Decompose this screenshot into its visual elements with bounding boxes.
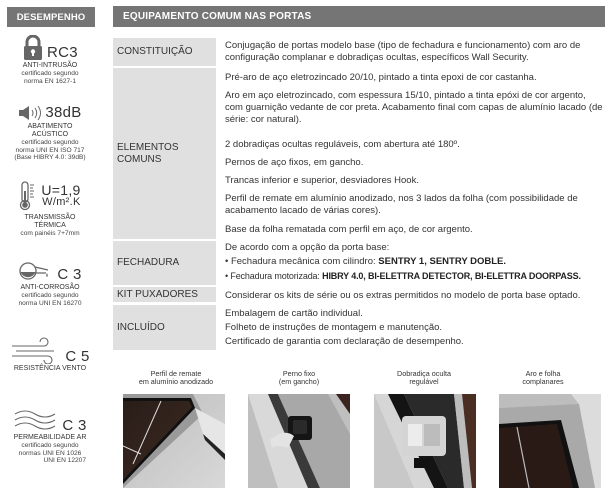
aluminium-profile-photo — [123, 394, 225, 488]
lock-option-prefix: • Fechadura mecânica com cilindro: — [225, 256, 379, 267]
common-element-item: Pré-aro de aço eletrozincado 20/10, pintado a tinta epoxi de cor castanha. — [225, 72, 537, 83]
anti-intrusion-cert-line: certificado segundo — [21, 70, 79, 77]
corrosion-flask-icon — [18, 259, 54, 283]
equipment-header: EQUIPAMENTO COMUM NAS PORTAS — [113, 6, 605, 27]
performance-air-permeability — [0, 405, 100, 465]
caption-line: em alumínio anodizado — [138, 377, 214, 386]
row-label-included: INCLUÍDO — [113, 305, 216, 350]
thermometer-icon — [19, 181, 37, 211]
air-permeability-title: PERMEABILIDADE AR — [13, 434, 87, 441]
photo-caption — [239, 370, 359, 386]
photo-caption — [483, 370, 603, 386]
row-label-constitution: CONSTITUIÇÃO — [113, 38, 216, 66]
padlock-icon — [22, 35, 44, 61]
caption-line: Aro e folha — [525, 369, 561, 378]
thermal-title: TRANSMISSÃO — [24, 214, 76, 221]
acoustic-title: ABATIMENTO — [27, 123, 73, 130]
caption-line: Perfil de remate — [150, 369, 202, 378]
performance-acoustic — [0, 104, 100, 162]
row-label-handle-kit: KIT PUXADORES — [113, 287, 216, 302]
row-label-line: ELEMENTOS — [117, 141, 179, 153]
photo-caption — [116, 370, 236, 386]
performance-anti-corrosion — [0, 258, 100, 307]
lock-option-prefix: • Fechadura motorizada: — [225, 271, 323, 281]
common-element-item: Aro em aço eletrozincado, com espessura 15/10, pintado a tinta epóxi de cor argento, com guarnição vedante de cor preta. Acabamento final com capas de alumínio lacado (de série: cor natural). — [225, 90, 603, 125]
lock-option-motorized — [225, 270, 605, 282]
performance-anti-intrusion — [0, 34, 100, 85]
performance-thermal — [0, 181, 100, 238]
air-waves-icon — [13, 408, 59, 432]
performance-wind-resistance — [0, 334, 100, 373]
lock-intro: De acordo com a opção da porta base: — [225, 242, 390, 253]
wind-resistance-value: C 5 — [65, 348, 90, 365]
caption-line: (em gancho) — [278, 377, 320, 386]
anti-intrusion-title: ANTI-INTRUSÃO — [22, 62, 78, 69]
lock-option-mechanical — [225, 256, 605, 268]
common-element-item: Base da folha rematada com perfil em aço, de cor argento. — [225, 224, 473, 235]
included-item: Folheto de instruções de montagem e manutenção. — [225, 322, 443, 333]
caption-line: complanares — [522, 377, 564, 386]
row-text-handle-kit: Considerar os kits de série ou os extras permitidos no modelo de porta base optado. — [225, 290, 581, 301]
caption-line: Dobradiça oculta — [397, 369, 451, 378]
row-label-line: COMUNS — [117, 153, 162, 165]
thermal-title: TÉRMICA — [34, 222, 66, 229]
caption-line: Perno fixo — [282, 369, 316, 378]
speaker-icon — [18, 105, 42, 121]
wind-icon — [10, 336, 62, 364]
common-element-item: 2 dobradiças ocultas reguláveis, com abertura até 180º. — [225, 139, 460, 150]
air-permeability-cert-line: UNI EN 12207 — [43, 457, 86, 465]
thermal-note: com painéis 7+7mm — [20, 230, 80, 237]
acoustic-cert-line: (Base HIBRY 4.0: 39dB) — [14, 154, 86, 162]
caption-line: regulável — [409, 377, 439, 386]
common-element-item: Trancas inferior e superior, desviadores Hook. — [225, 175, 419, 186]
thermal-unit: W/m².K — [42, 196, 81, 208]
air-permeability-cert-line: certificado segundo — [21, 442, 79, 449]
wind-resistance-title: RESISTÊNCIA VENTO — [13, 365, 87, 372]
common-element-item: Perfil de remate em alumínio anodizado, nos 3 lados da folha (com possibilidade de acabamento lacado de várias cores). — [225, 193, 578, 216]
anti-corrosion-cert-line: norma UNI EN 16270 — [18, 299, 82, 307]
anti-corrosion-value: C 3 — [57, 266, 82, 283]
air-permeability-cert-line: normas UNI EN 1026 — [18, 449, 82, 457]
anti-intrusion-value: RC3 — [47, 44, 78, 61]
flush-frame-photo — [499, 394, 601, 488]
performance-column — [0, 0, 100, 493]
lock-option-models: HIBRY 4.0, BI-ELETTRA DETECTOR, BI-ELETTRA DOORPASS. — [322, 271, 581, 281]
fixed-pin-photo — [248, 394, 350, 488]
lock-option-models: SENTRY 1, SENTRY DOBLE. — [378, 256, 507, 267]
row-text-constitution: Conjugação de portas modelo base (tipo de fechadura e funcionamento) com aro de configuração complanar e dobradiças ocultas, específicos Wall Security. — [225, 40, 581, 63]
included-item: Certificado de garantia com declaração de desempenho. — [225, 336, 464, 347]
photo-caption — [364, 370, 484, 386]
acoustic-cert-line: norma UNI EN ISO 717 — [15, 146, 85, 154]
anti-intrusion-cert-line: norma EN 1627-1 — [23, 77, 77, 85]
acoustic-title: ACÚSTICO — [31, 131, 69, 138]
acoustic-cert-line: certificado segundo — [21, 139, 79, 146]
anti-corrosion-cert-line: certificado segundo — [21, 292, 79, 299]
air-permeability-value: C 3 — [62, 417, 87, 434]
row-label-common-elements — [113, 68, 216, 239]
included-item: Embalagem de cartão individual. — [225, 308, 363, 319]
acoustic-value: 38dB — [45, 104, 82, 121]
performance-header: DESEMPENHO — [7, 7, 95, 27]
anti-corrosion-title: ANTI-CORROSÃO — [20, 284, 80, 291]
common-element-item: Pernos de aço fixos, em gancho. — [225, 157, 364, 168]
row-label-lock: FECHADURA — [113, 241, 216, 285]
thermal-value: U=1,9 — [41, 182, 81, 198]
hidden-hinge-photo — [374, 394, 476, 488]
